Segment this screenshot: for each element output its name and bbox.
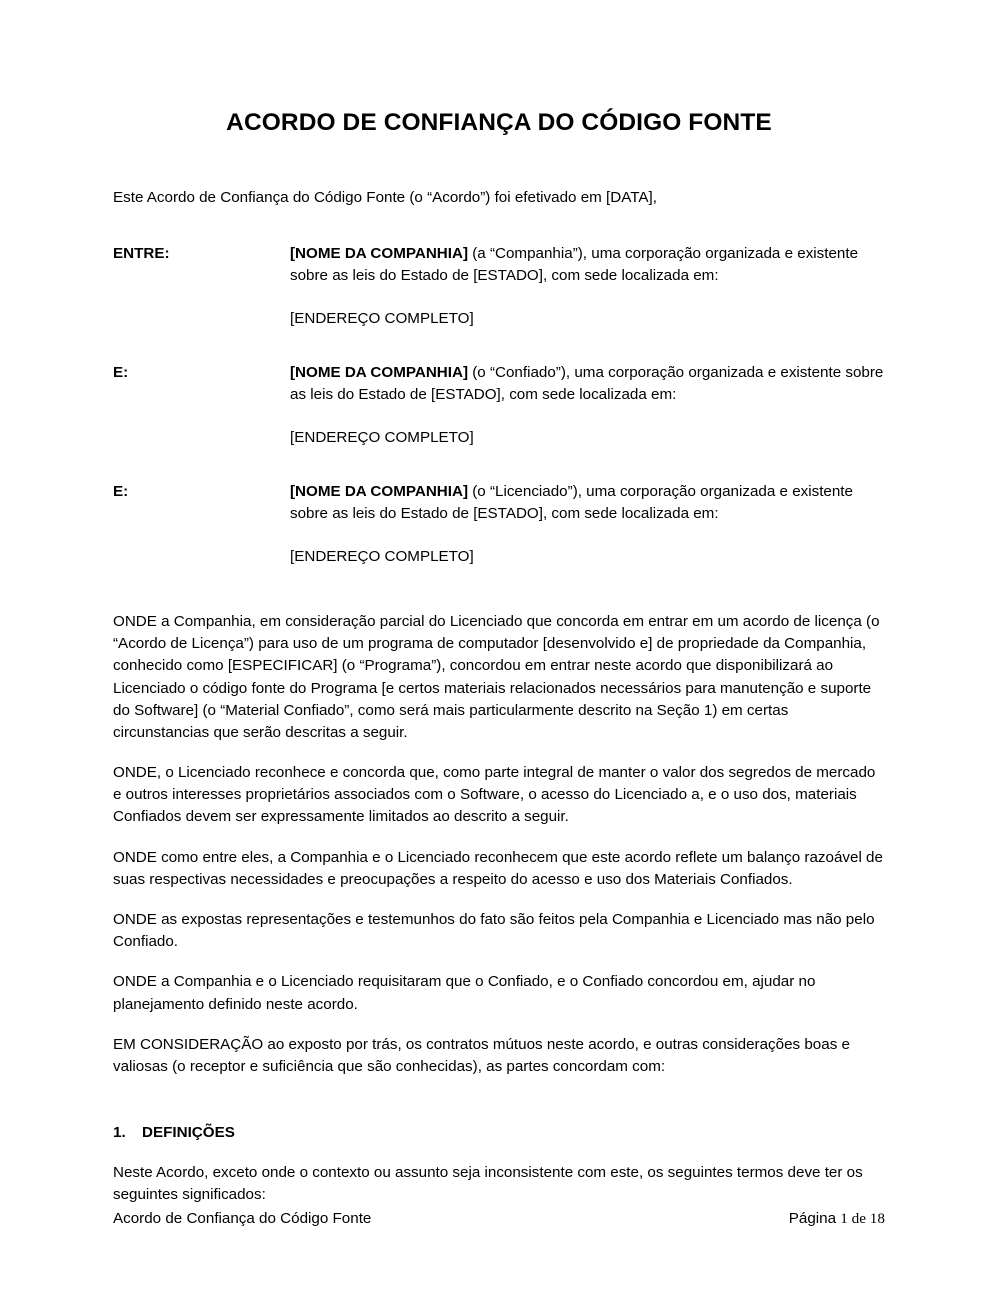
party-address: [ENDEREÇO COMPLETO] bbox=[290, 428, 474, 446]
footer-page-count: 1 de 18 bbox=[840, 1210, 885, 1227]
party-body bbox=[290, 481, 885, 568]
party-label: E: bbox=[113, 482, 129, 500]
footer-page-label: Página bbox=[788, 1210, 837, 1227]
section-title: DEFINIÇÕES bbox=[142, 1124, 235, 1142]
section-body bbox=[113, 1141, 885, 1206]
party-address: [ENDEREÇO COMPLETO] bbox=[290, 547, 474, 565]
recital-paragraph: ONDE as expostas representações e testemunhos do fato são feitos pela Companhia e Licenciado mas não pelo Confiado. bbox=[113, 911, 875, 951]
party-name: [NOME DA COMPANHIA] bbox=[290, 244, 469, 262]
party-label: ENTRE: bbox=[113, 244, 170, 262]
parties-block bbox=[113, 209, 885, 568]
section-paragraph: Neste Acordo, exceto onde o contexto ou assunto seja inconsistente com este, os seguintes termos deve ter os seguintes significados: bbox=[113, 1164, 863, 1204]
recital-paragraph: ONDE como entre eles, a Companhia e o Licenciado reconhecem que este acordo reflete um balanço razoável de suas respectivas necessidades e preocupações a respeito do acesso e uso dos Materiais Confiados. bbox=[113, 848, 883, 888]
consideration-paragraph: EM CONSIDERAÇÃO ao exposto por trás, os contratos mútuos neste acordo, e outras considerações boas e valiosas (o receptor e suficiência que são conhecidas), as partes concordam com: bbox=[113, 1035, 850, 1075]
recitals-block bbox=[113, 568, 885, 1078]
page-title: ACORDO DE CONFIANÇA DO CÓDIGO FONTE bbox=[226, 109, 772, 136]
recital-paragraph: ONDE a Companhia e o Licenciado requisitaram que o Confiado, e o Confiado concordou em, ajudar no planejamento definido neste acordo. bbox=[113, 973, 816, 1013]
party-body bbox=[290, 362, 885, 449]
party-body bbox=[290, 243, 885, 330]
document-content bbox=[113, 0, 885, 1207]
party-description: (a “Companhia”), uma corporação organizada e existente sobre as leis do Estado de [ESTADO], com sede localizada em: bbox=[290, 244, 859, 284]
section-heading bbox=[113, 1078, 885, 1141]
section-number: 1. bbox=[113, 1124, 126, 1142]
party-row bbox=[113, 481, 885, 568]
intro-paragraph: Este Acordo de Confiança do Código Fonte (o “Acordo”) foi efetivado em [DATA], bbox=[113, 188, 657, 206]
party-name: [NOME DA COMPANHIA] bbox=[290, 482, 469, 500]
party-description: (o “Confiado”), uma corporação organizada e existente sobre as leis do Estado de [ESTADO], com sede localizada em: bbox=[290, 363, 884, 403]
recital-paragraph: ONDE, o Licenciado reconhece e concorda que, como parte integral de manter o valor dos segredos de mercado e outros interesses proprietários associados com o Software, o acesso do Licenciado a, e o uso dos, materiais Confiados devem ser expressamente limitados ao descrito a seguir. bbox=[113, 764, 876, 826]
footer-document-name: Acordo de Confiança do Código Fonte bbox=[113, 1210, 372, 1227]
party-row bbox=[113, 243, 885, 330]
party-label: E: bbox=[113, 363, 129, 381]
party-description: (o “Licenciado”), uma corporação organizada e existente sobre as leis do Estado de [ESTADO], com sede localizada em: bbox=[290, 482, 853, 522]
party-address: [ENDEREÇO COMPLETO] bbox=[290, 309, 474, 327]
footer-page-number bbox=[789, 1208, 885, 1229]
party-row bbox=[113, 362, 885, 449]
party-name: [NOME DA COMPANHIA] bbox=[290, 363, 469, 381]
page-footer bbox=[113, 1208, 885, 1229]
recital-paragraph: ONDE a Companhia, em consideração parcial do Licenciado que concorda em entrar em um acordo de licença (o “Acordo de Licença”) para uso de um programa de computador [desenvolvido e] de propriedade da Companhia, conhecido como [ESPECIFICAR] (o “Programa”), concordou em entrar neste acordo que disponibilizará ao Licenciado o código fonte do Programa [e certos materiais relacionados necessários para manutenção e suporte do Software] (o “Material Confiado”, como será mais particularmente descrito na Seção 1) em certas circunstancias que serão descritas a seguir. bbox=[113, 612, 880, 741]
